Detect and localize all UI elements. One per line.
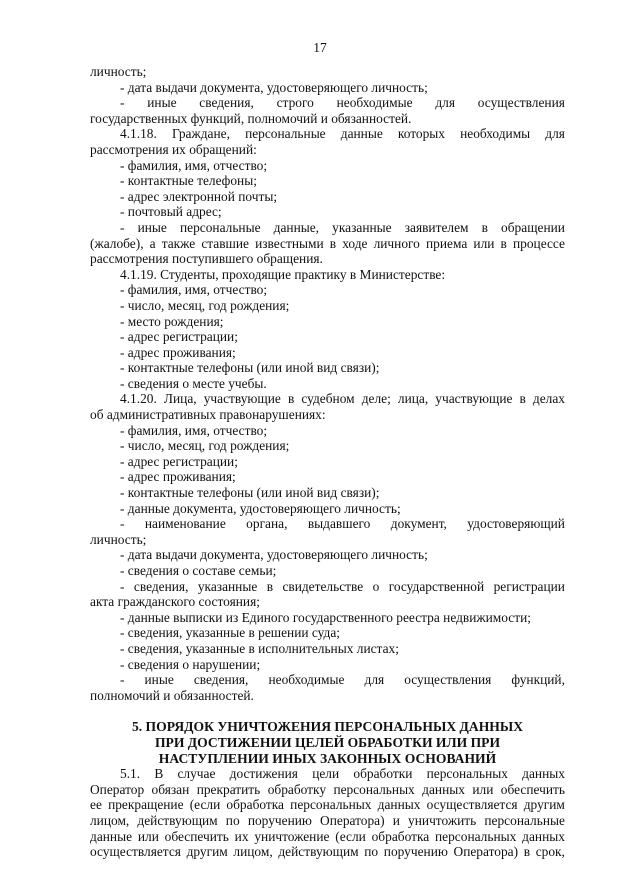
word: персональных bbox=[426, 766, 508, 782]
list-item: - адрес регистрации; bbox=[120, 453, 238, 469]
word: процессе bbox=[512, 235, 565, 251]
word: данных bbox=[377, 797, 421, 813]
word: Оператора) bbox=[320, 812, 385, 828]
paragraph-line bbox=[90, 126, 565, 142]
word: для bbox=[435, 95, 456, 111]
word: срок, bbox=[535, 844, 565, 860]
word: данных bbox=[522, 766, 565, 782]
word: в bbox=[266, 578, 274, 594]
word: данные, bbox=[273, 219, 320, 235]
word: необходимые bbox=[336, 95, 413, 111]
word: персональных bbox=[435, 828, 517, 844]
word: Оператора) bbox=[453, 844, 519, 860]
word: данные bbox=[340, 126, 383, 142]
word: цели bbox=[312, 766, 340, 782]
word: осуществления bbox=[404, 672, 492, 688]
section-heading-line: НАСТУПЛЕНИИ ИНЫХ ЗАКОННЫХ ОСНОВАНИЙ bbox=[158, 750, 497, 766]
list-item: - сведения, указанные в решении суда; bbox=[120, 625, 341, 641]
word: в bbox=[329, 235, 337, 251]
word: осуществляется bbox=[426, 797, 518, 813]
word: личного bbox=[373, 235, 420, 251]
word: (жалобе), bbox=[90, 235, 144, 251]
word: о bbox=[372, 578, 380, 594]
word: - bbox=[120, 95, 125, 111]
word: действующим bbox=[137, 812, 218, 828]
word: сведения, bbox=[199, 95, 254, 111]
word: по bbox=[225, 812, 240, 828]
word: иные bbox=[147, 95, 177, 111]
word: случае bbox=[177, 766, 216, 782]
word: прекратить bbox=[196, 781, 261, 797]
word: прекращение bbox=[108, 797, 184, 813]
list-item: - данные выписки из Единого государственного реестра недвижимости; bbox=[120, 609, 531, 625]
word: указанные bbox=[332, 219, 392, 235]
word: обязан bbox=[151, 781, 190, 797]
word: осуществляется bbox=[90, 844, 181, 860]
word: для bbox=[364, 672, 385, 688]
paragraph-line: акта гражданского состояния; bbox=[90, 594, 260, 610]
word: известными bbox=[255, 235, 324, 251]
word: лицом, bbox=[233, 844, 273, 860]
personal-data-list bbox=[90, 64, 565, 703]
section-gap bbox=[90, 703, 565, 719]
list-item: - дата выдачи документа, удостоверяющего личность; bbox=[120, 79, 428, 95]
section-body bbox=[90, 766, 565, 860]
word: - bbox=[120, 219, 125, 235]
list-item bbox=[90, 672, 565, 688]
list-item: - сведения о составе семьи; bbox=[120, 563, 277, 578]
word: необходимые bbox=[268, 672, 345, 688]
word: в bbox=[519, 391, 526, 407]
paragraph-line bbox=[90, 844, 565, 860]
paragraph-line bbox=[90, 829, 565, 845]
word: сведения, bbox=[133, 578, 189, 594]
word: персональных bbox=[290, 797, 372, 813]
paragraph-line: полномочий и обязанностей. bbox=[90, 687, 254, 703]
word: - bbox=[120, 578, 125, 594]
section-heading-line: ПРИ ДОСТИЖЕНИИ ЦЕЛЕЙ ОБРАБОТКИ ИЛИ ПРИ bbox=[154, 734, 501, 750]
word: в bbox=[523, 844, 531, 860]
list-item: - фамилия, имя, отчество; bbox=[120, 282, 268, 298]
paragraph-line: рассмотрения их обращений: bbox=[90, 141, 257, 157]
word: осуществления bbox=[477, 95, 565, 111]
word: 5.1. bbox=[120, 766, 141, 782]
word: персональные bbox=[245, 126, 326, 142]
word: государственной bbox=[388, 578, 485, 594]
word: наименование bbox=[144, 516, 226, 532]
list-item: - число, месяц, год рождения; bbox=[120, 297, 290, 313]
word: деле; bbox=[361, 391, 391, 407]
page-number: 17 bbox=[313, 40, 327, 55]
word: Лица, bbox=[163, 391, 197, 407]
word: другим bbox=[186, 844, 228, 860]
paragraph-line: об административных правонарушениях: bbox=[90, 407, 326, 423]
word: обращении bbox=[501, 219, 565, 235]
word: регистрации bbox=[493, 578, 565, 594]
word: действующим bbox=[278, 844, 359, 860]
list-item: - данные документа, удостоверяющего личность; bbox=[120, 500, 401, 516]
word: функций, bbox=[511, 672, 565, 688]
word: и bbox=[392, 812, 400, 828]
list-item: - дата выдачи документа, удостоверяющего личность; bbox=[120, 547, 428, 563]
word: или bbox=[472, 781, 494, 797]
word: выдавшего bbox=[307, 516, 371, 532]
word: указанные bbox=[197, 578, 258, 594]
word: иные bbox=[137, 219, 167, 235]
word: ее bbox=[90, 797, 102, 813]
word: ставшие bbox=[201, 235, 249, 251]
list-item bbox=[90, 95, 565, 111]
word: для bbox=[545, 126, 565, 142]
word: лица, bbox=[397, 391, 429, 407]
list-item: - сведения о месте учебы. bbox=[120, 375, 267, 391]
paragraph-line: 4.1.19. Студенты, проходящие практику в Министерстве: bbox=[120, 266, 446, 282]
list-item bbox=[90, 579, 565, 595]
list-item: - контактные телефоны; bbox=[120, 173, 257, 189]
list-item: - фамилия, имя, отчество; bbox=[120, 422, 268, 438]
word: данных bbox=[422, 781, 465, 797]
word: обработка bbox=[226, 797, 284, 813]
word: сведения, bbox=[193, 672, 249, 688]
list-item: - адрес проживания; bbox=[120, 469, 236, 485]
word: или bbox=[137, 828, 159, 844]
paragraph-line bbox=[90, 236, 565, 252]
word: или bbox=[473, 235, 495, 251]
word: В bbox=[154, 766, 164, 782]
word: (если bbox=[189, 797, 221, 813]
list-item: - число, месяц, год рождения; bbox=[120, 438, 290, 454]
word: ходе bbox=[342, 235, 368, 251]
word: поручению bbox=[247, 812, 312, 828]
paragraph-line: личность; bbox=[90, 64, 147, 79]
list-item: - контактные телефоны (или иной вид связи); bbox=[120, 360, 380, 376]
section-heading bbox=[90, 719, 565, 766]
word: заявителем bbox=[404, 219, 469, 235]
word: участвующие bbox=[435, 391, 513, 407]
word: которых bbox=[397, 126, 445, 142]
word: персональных bbox=[333, 781, 415, 797]
word: уничтожить bbox=[408, 812, 477, 828]
word: - bbox=[120, 516, 125, 532]
word: обработка bbox=[371, 828, 430, 844]
word: в bbox=[500, 235, 507, 251]
list-item: - адрес регистрации; bbox=[120, 329, 238, 345]
word: обработку bbox=[267, 781, 327, 797]
paragraph-line bbox=[90, 782, 565, 798]
list-item bbox=[90, 516, 565, 532]
word: в bbox=[287, 391, 295, 407]
word: персональные bbox=[179, 219, 261, 235]
word: а bbox=[149, 235, 156, 251]
word: их bbox=[234, 828, 249, 844]
word: достижения bbox=[229, 766, 298, 782]
word: Граждане, bbox=[171, 126, 230, 142]
list-item bbox=[90, 220, 565, 236]
list-item: - адрес проживания; bbox=[120, 344, 236, 360]
word: данных bbox=[522, 828, 565, 844]
paragraph-line: государственных функций, полномочий и обязанностей. bbox=[90, 110, 412, 126]
word: делах bbox=[532, 391, 565, 407]
word: Оператор bbox=[90, 781, 145, 797]
word: персональные bbox=[484, 812, 565, 828]
word: обеспечить bbox=[500, 781, 565, 797]
word: приема bbox=[426, 235, 468, 251]
paragraph-line: личность; bbox=[90, 531, 147, 547]
document-body bbox=[90, 64, 565, 860]
word: - bbox=[120, 672, 125, 688]
paragraph-line bbox=[90, 813, 565, 829]
section-heading-line: 5. ПОРЯДОК УНИЧТОЖЕНИЯ ПЕРСОНАЛЬНЫХ ДАННЫХ bbox=[131, 719, 524, 735]
list-item: - сведения о нарушении; bbox=[120, 656, 261, 672]
word: органа, bbox=[246, 516, 288, 532]
word: свидетельстве bbox=[282, 578, 364, 594]
word: другим bbox=[523, 797, 565, 813]
word: данные bbox=[90, 828, 133, 844]
paragraph-line bbox=[90, 766, 565, 782]
word: судебном bbox=[301, 391, 355, 407]
list-item: - адрес электронной почты; bbox=[120, 188, 278, 204]
list-item: - фамилия, имя, отчество; bbox=[120, 157, 268, 173]
word: (если bbox=[335, 828, 366, 844]
word: обработки bbox=[353, 766, 413, 782]
list-item: - почтовый адрес; bbox=[120, 204, 222, 220]
word: 4.1.20. bbox=[120, 391, 157, 407]
word: поручению bbox=[383, 844, 448, 860]
word: иные bbox=[144, 672, 174, 688]
paragraph-line bbox=[90, 797, 565, 813]
paragraph-line bbox=[90, 391, 565, 407]
word: уничтожение bbox=[254, 828, 330, 844]
word: также bbox=[161, 235, 196, 251]
word: в bbox=[481, 219, 488, 235]
word: строго bbox=[276, 95, 314, 111]
word: необходимы bbox=[460, 126, 531, 142]
word: участвующие bbox=[203, 391, 281, 407]
paragraph-line: рассмотрения поступившего обращения. bbox=[90, 251, 323, 267]
list-item: - сведения, указанные в исполнительных листах; bbox=[120, 640, 399, 656]
word: 4.1.18. bbox=[120, 126, 157, 142]
list-item: - место рождения; bbox=[120, 313, 224, 329]
word: по bbox=[364, 844, 379, 860]
word: документ, bbox=[390, 516, 447, 532]
list-item: - контактные телефоны (или иной вид связи); bbox=[120, 485, 380, 501]
word: обеспечить bbox=[164, 828, 229, 844]
word: лицом, bbox=[90, 812, 130, 828]
word: удостоверяющий bbox=[467, 516, 565, 532]
